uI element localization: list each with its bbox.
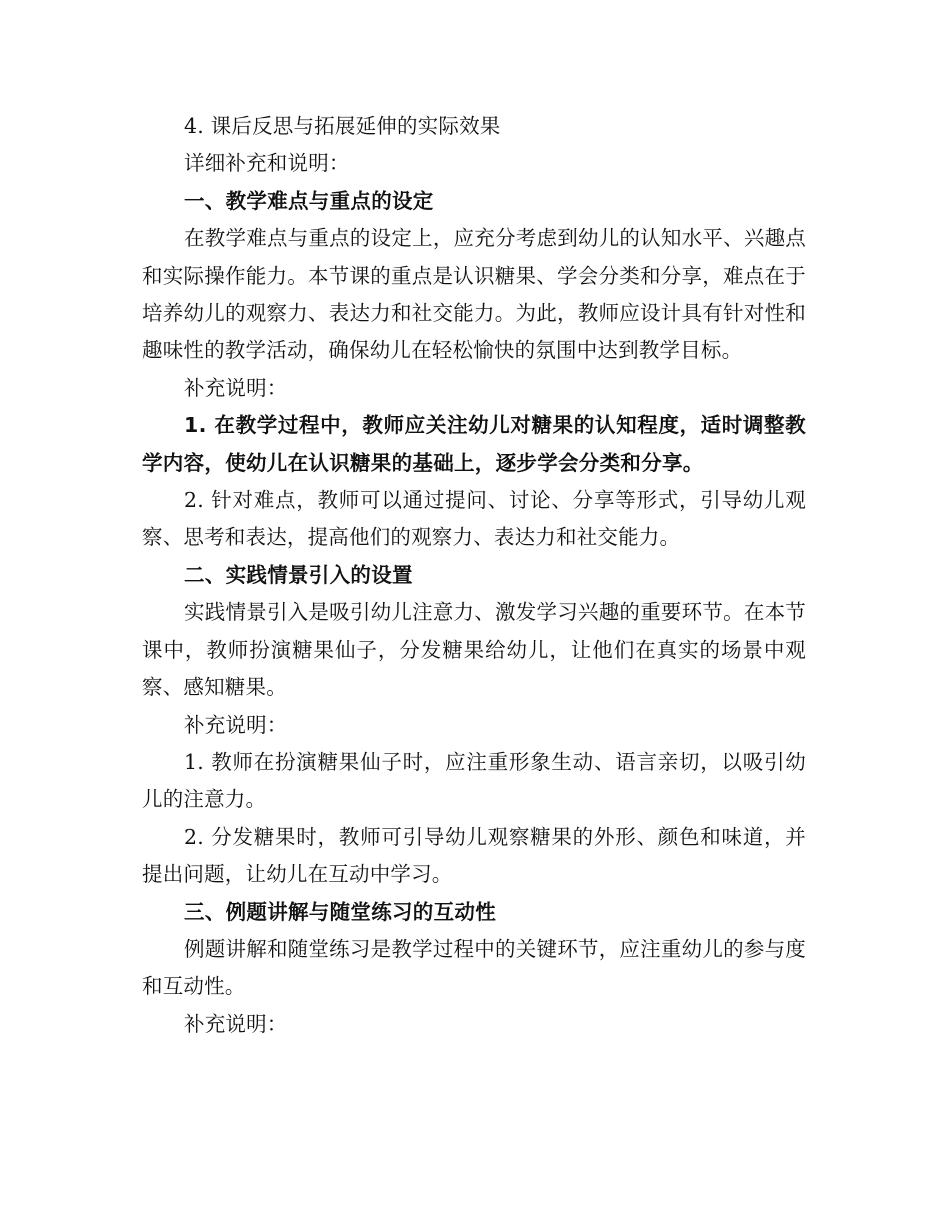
supplement-2-item-1: 1. 教师在扮演糖果仙子时，应注重形象生动、语言亲切，以吸引幼儿的注意力。 (142, 749, 806, 812)
supplement-1-item-1: 1. 在教学过程中，教师应关注幼儿对糖果的认知程度，适时调整教学内容，使幼儿在认识糖果的基础上，逐步学会分类和分享。 (142, 413, 806, 475)
supplement-label-3: 补充说明： (184, 1011, 288, 1036)
list-item-reflection: 4. 课后反思与拓展延伸的实际效果 (184, 114, 501, 138)
supplement-2-item-2: 2. 分发糖果时，教师可引导幼儿观察糖果的外形、颜色和味道，并提出问题，让幼儿在互动中学习。 (142, 824, 806, 887)
section-heading-2: 二、实践情景引入的设置 (184, 562, 413, 587)
supplement-1-item-2: 2. 针对难点，教师可以通过提问、讨论、分享等形式，引导幼儿观察、思考和表达，提高他们的观察力、表达力和社交能力。 (142, 488, 806, 550)
detail-intro: 详细补充和说明： (184, 151, 350, 176)
section-heading-3: 三、例题讲解与随堂练习的互动性 (184, 899, 496, 924)
section-heading-1: 一、教学难点与重点的设定 (184, 188, 434, 213)
section-2-body: 实践情景引入是吸引幼儿注意力、激发学习兴趣的重要环节。在本节课中，教师扮演糖果仙子，分发糖果给幼儿，让他们在真实的场景中观察、感知糖果。 (142, 600, 806, 700)
section-1-body: 在教学难点与重点的设定上，应充分考虑到幼儿的认知水平、兴趣点和实际操作能力。本节课的重点是认识糖果、学会分类和分享，难点在于培养幼儿的观察力、表达力和社交能力。为此，教师应设计具有针对性和趣味性的教学活动，确保幼儿在轻松愉快的氛围中达到教学目标。 (142, 226, 806, 363)
document-body (142, 108, 806, 1043)
section-3-body: 例题讲解和随堂练习是教学过程中的关键环节，应注重幼儿的参与度和互动性。 (142, 936, 806, 999)
supplement-label-2: 补充说明： (184, 712, 288, 737)
supplement-label-1: 补充说明： (184, 375, 288, 400)
